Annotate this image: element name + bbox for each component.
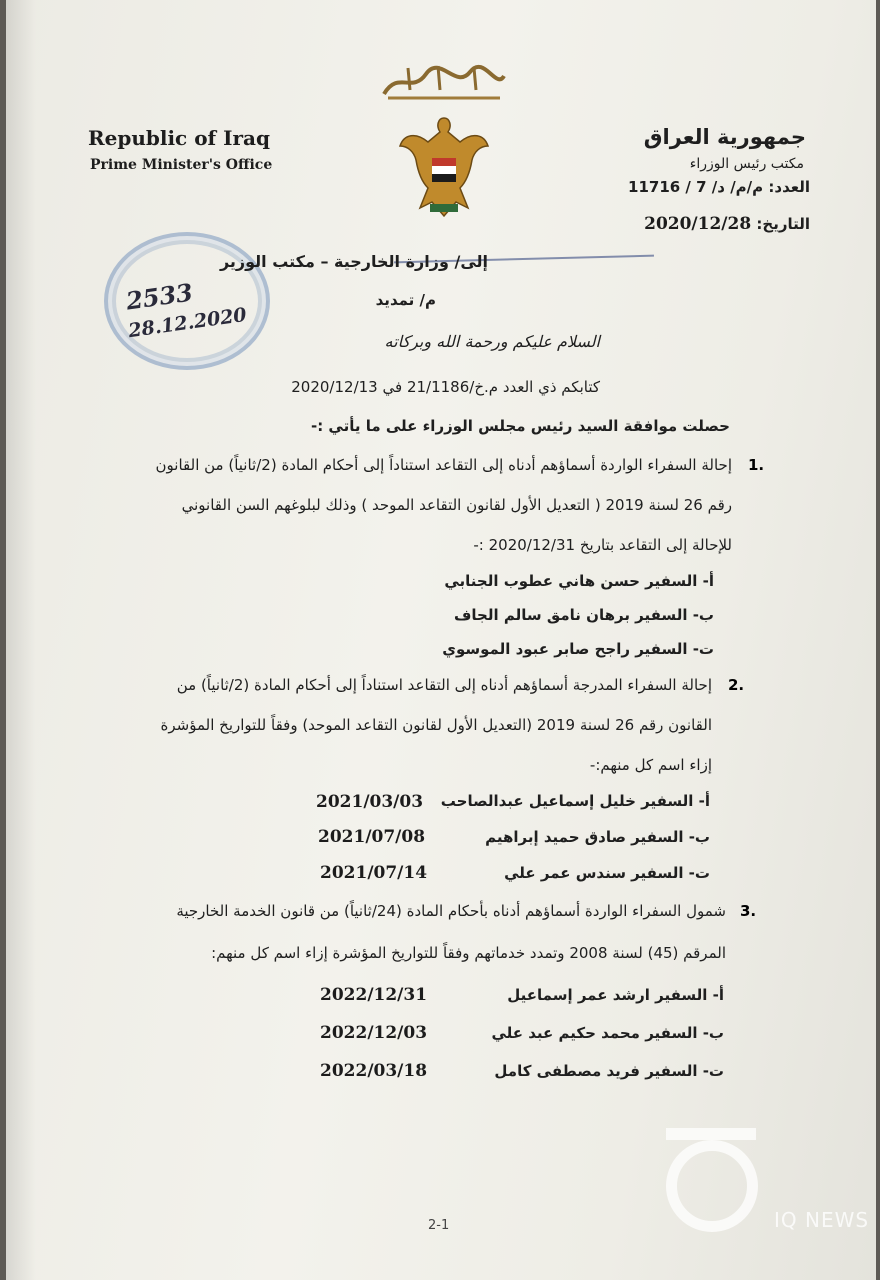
header-ar-republic: جمهورية العراق bbox=[643, 125, 806, 149]
document-page bbox=[6, 0, 876, 1280]
date-label: التاريخ: bbox=[756, 215, 810, 233]
watermark-text: IQ NEWS bbox=[774, 1208, 870, 1232]
item2-line2: القانون رقم 26 لسنة 2019 (التعديل الأول لقانون التقاعد الموحد) وفقاً للتواريخ المؤشرة bbox=[160, 716, 712, 734]
item1-line2: رقم 26 لسنة 2019 ( التعديل الأول لقانون التقاعد الموحد ) وذلك لبلوغهم السن القانوني bbox=[181, 496, 732, 514]
stamp-number: 2533 bbox=[124, 277, 195, 316]
item2-line3: إزاء اسم كل منهم:- bbox=[589, 756, 712, 774]
date-value: 2020/12/28 bbox=[644, 214, 752, 234]
item3-date-a: 2022/12/31 bbox=[320, 985, 428, 1005]
page-edge-shadow bbox=[6, 0, 36, 1280]
header-date bbox=[644, 214, 810, 234]
item3-name-a: أ- السفير ارشد عمر إسماعيل bbox=[507, 986, 724, 1004]
item1-name-b: ب- السفير برهان نامق سالم الجاف bbox=[454, 606, 714, 624]
number-value: م/م/ د/ 7 / 11716 bbox=[628, 178, 764, 196]
item2-name-a: أ- السفير خليل إسماعيل عبدالصاحب bbox=[440, 792, 710, 810]
item2-name-b: ب- السفير صادق حميد إبراهيم bbox=[485, 828, 710, 846]
item2-name-c: ت- السفير سندس عمر علي bbox=[504, 864, 710, 882]
greeting-line: السلام عليكم ورحمة الله وبركاته bbox=[384, 332, 600, 351]
item2-date-b: 2021/07/08 bbox=[318, 827, 426, 847]
page-number: 2-1 bbox=[428, 1218, 450, 1233]
watermark-logo-icon bbox=[666, 1140, 758, 1232]
reference-line: كتابكم ذي العدد م.خ/21/1186 في 2020/12/13 bbox=[291, 378, 600, 396]
header-ar-office: مكتب رئيس الوزراء bbox=[689, 156, 804, 172]
item1-line3: للإحالة إلى التقاعد بتاريخ 2020/12/31 :- bbox=[473, 536, 732, 554]
basmala-calligraphy bbox=[378, 60, 510, 102]
item1-number: 1. bbox=[748, 456, 765, 474]
item3-line1: شمول السفراء الواردة أسماؤهم أدناه بأحكام المادة (24/ثانياً) من قانون الخدمة الخارجية bbox=[176, 902, 726, 920]
item1-line1: إحالة السفراء الواردة أسماؤهم أدناه إلى التقاعد استناداً إلى أحكام المادة (2/ثانياً) من القانون bbox=[155, 456, 732, 474]
item2-line1: إحالة السفراء المدرجة أسماؤهم أدناه إلى التقاعد استناداً إلى أحكام المادة (2/ثانياً) من bbox=[176, 676, 712, 694]
item1-name-a: أ- السفير حسن هاني عطوب الجنابي bbox=[444, 572, 714, 590]
recipient-line: إلى/ وزارة الخارجية – مكتب الوزير bbox=[219, 252, 488, 271]
item2-date-a: 2021/03/03 bbox=[316, 792, 424, 812]
item3-date-c: 2022/03/18 bbox=[320, 1061, 428, 1081]
number-label: العدد: bbox=[768, 178, 810, 196]
item3-name-b: ب- السفير محمد حكيم عبد علي bbox=[491, 1024, 724, 1042]
item3-date-b: 2022/12/03 bbox=[320, 1023, 428, 1043]
item1-name-c: ت- السفير راجح صابر عبود الموسوي bbox=[442, 640, 714, 658]
item2-number: 2. bbox=[728, 676, 745, 694]
header-en-republic: Republic of Iraq bbox=[88, 126, 270, 150]
item3-name-c: ت- السفير فريد مصطفى كامل bbox=[494, 1062, 724, 1080]
approval-line: حصلت موافقة السيد رئيس مجلس الوزراء على ما يأتي :- bbox=[310, 417, 730, 435]
iraq-eagle-emblem-icon bbox=[398, 112, 490, 224]
item3-number: 3. bbox=[740, 902, 757, 920]
stamp-date: 28.12.2020 bbox=[127, 303, 248, 343]
item3-line2: المرقم (45) لسنة 2008 وتمدد خدماتهم وفقاً للتواريخ المؤشرة إزاء اسم كل منهم: bbox=[211, 944, 726, 962]
header-number bbox=[628, 178, 810, 196]
item2-date-c: 2021/07/14 bbox=[320, 863, 428, 883]
watermark-logo-bar bbox=[666, 1128, 756, 1140]
header-en-office: Prime Minister's Office bbox=[90, 157, 273, 173]
subject-line: م/ تمديد bbox=[375, 291, 436, 309]
